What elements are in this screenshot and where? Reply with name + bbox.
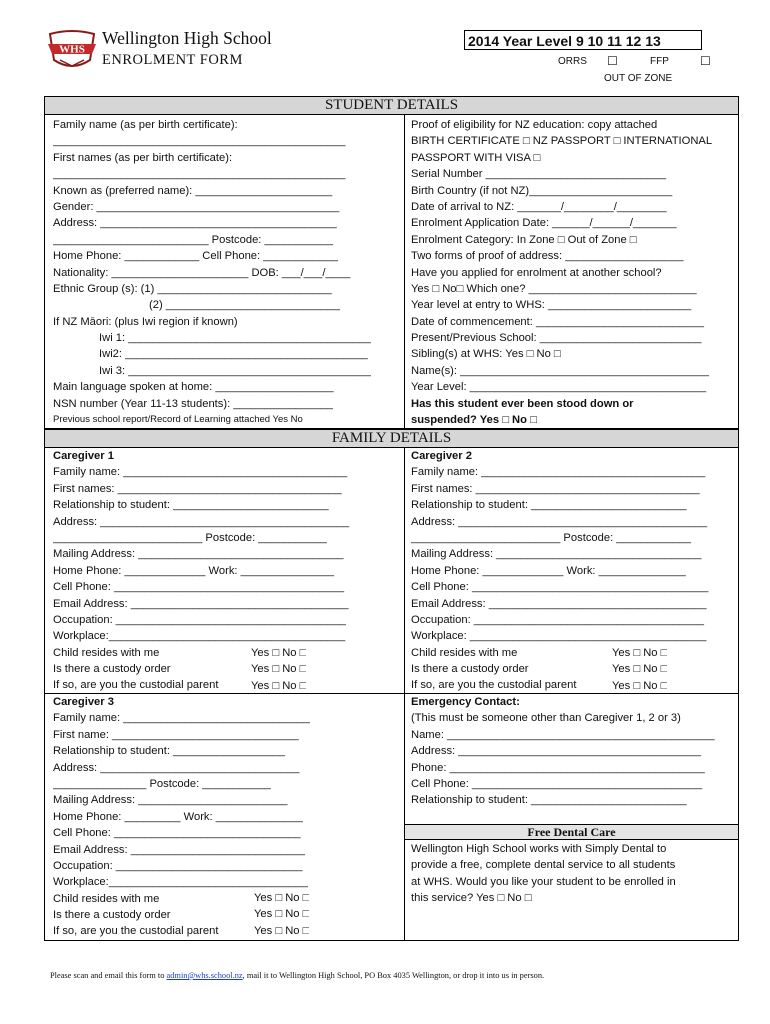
caregiver-3-block bbox=[53, 694, 401, 940]
caregiver-1-yes-no-2[interactable]: Yes □ No □ bbox=[251, 663, 307, 676]
student-field-9[interactable]: Two forms of proof of address: ___________________ bbox=[411, 250, 684, 263]
caregiver-2-yes-no[interactable] bbox=[612, 645, 667, 694]
caregiver-3-field-7[interactable]: Mailing Address: ________________________ bbox=[53, 794, 288, 807]
footer-instructions bbox=[50, 971, 544, 980]
caregiver-1-field-6[interactable]: ________________________ Postcode: ___________ bbox=[53, 531, 327, 544]
school-name: Wellington High School bbox=[102, 28, 272, 48]
student-field-4[interactable]: _______________________________________________ bbox=[53, 168, 346, 181]
student-field-14[interactable]: Present/Previous School: __________________________ bbox=[411, 332, 702, 345]
caregiver-3-field-8[interactable]: Home Phone: _________ Work: ______________ bbox=[53, 810, 303, 823]
caregiver-2-field-8[interactable]: Home Phone: _____________ Work: ______________ bbox=[411, 564, 686, 577]
dental-care-line-3: at WHS. Would you like your student to be enrolled in bbox=[411, 875, 676, 888]
student-field-7[interactable]: Enrolment Application Date: ______/______/_______ bbox=[411, 217, 677, 230]
dental-care-line-4: this service? Yes □ No □ bbox=[411, 892, 532, 905]
student-field-8[interactable]: Enrolment Category: In Zone □ Out of Zone □ bbox=[411, 233, 637, 246]
caregiver-2-block bbox=[411, 448, 737, 694]
caregiver-2-field-9[interactable]: Cell Phone: ______________________________________ bbox=[411, 581, 709, 594]
student-field-19[interactable]: suspended? Yes □ No □ bbox=[411, 414, 537, 427]
student-field-3[interactable]: First names (as per birth certificate): bbox=[53, 151, 233, 164]
student-field-15[interactable]: Iwi2: _______________________________________ bbox=[99, 348, 368, 361]
emergency-contact-field-3[interactable]: Name: ___________________________________________ bbox=[411, 728, 715, 741]
student-field-10[interactable]: Have you applied for enrolment at another school? bbox=[411, 266, 662, 279]
dental-care-line-2: provide a free, complete dental service to all students bbox=[411, 859, 676, 872]
caregiver-1-yes-no-1[interactable]: Yes □ No □ bbox=[251, 647, 307, 659]
caregiver-3-field-3[interactable]: First name: ______________________________ bbox=[53, 728, 299, 741]
caregiver-3-field-12[interactable]: Workplace:________________________________ bbox=[53, 876, 308, 889]
caregiver-2-yes-no-1[interactable]: Yes □ No □ bbox=[612, 647, 668, 659]
caregiver-1-field-7[interactable]: Mailing Address: _________________________________ bbox=[53, 548, 344, 561]
caregiver-1-field-14[interactable]: Is there a custody order bbox=[53, 663, 171, 676]
caregiver-2-field-2[interactable]: Family name: ____________________________________ bbox=[411, 466, 706, 479]
emergency-contact-field-5[interactable]: Phone: _________________________________________ bbox=[411, 761, 705, 774]
ffp-checkbox[interactable]: ☐ bbox=[700, 54, 711, 68]
caregiver-1-field-10[interactable]: Email Address: ___________________________________ bbox=[53, 597, 349, 610]
student-details-heading: STUDENT DETAILS bbox=[44, 96, 739, 115]
student-field-3[interactable]: PASSPORT WITH VISA □ bbox=[411, 151, 541, 164]
student-right-column bbox=[411, 117, 737, 428]
caregiver-3-field-6[interactable]: _______________ Postcode: ___________ bbox=[53, 777, 271, 790]
form-header bbox=[0, 0, 770, 92]
caregiver-2-field-3[interactable]: First names: ____________________________________ bbox=[411, 482, 700, 495]
caregiver-3-yes-no-3[interactable]: Yes □ No □ bbox=[254, 924, 310, 937]
caregiver-1-yes-no[interactable] bbox=[251, 645, 306, 694]
caregiver-3-field-15[interactable]: If so, are you the custodial parent bbox=[53, 925, 219, 938]
student-field-12[interactable]: (2) ____________________________ bbox=[149, 299, 340, 312]
ffp-label: FFP bbox=[650, 56, 669, 67]
logo-lettering: WHS bbox=[59, 43, 85, 56]
caregiver-3-field-13[interactable]: Child resides with me bbox=[53, 892, 160, 905]
emergency-contact-field-1[interactable]: Emergency Contact: bbox=[411, 696, 520, 708]
student-field-15[interactable]: Sibling(s) at WHS: Yes □ No □ bbox=[411, 348, 561, 361]
year-level-selector[interactable]: 2014 Year Level 9 10 11 12 13 bbox=[464, 30, 702, 50]
caregiver-1-field-3[interactable]: First names: ____________________________________ bbox=[53, 482, 342, 495]
student-field-19[interactable]: Previous school report/Record of Learning attached Yes No bbox=[53, 414, 303, 426]
student-field-6[interactable]: Date of arrival to NZ: _______/________/________ bbox=[411, 200, 667, 213]
caregiver-2-field-11[interactable]: Occupation: _____________________________________ bbox=[411, 613, 705, 626]
caregiver-1-field-15[interactable]: If so, are you the custodial parent bbox=[53, 679, 219, 692]
student-field-1[interactable]: Proof of eligibility for NZ education: copy attached bbox=[411, 119, 658, 131]
caregiver-2-yes-no-2[interactable]: Yes □ No □ bbox=[612, 663, 668, 676]
dental-care-line-1: Wellington High School works with Simply Dental to bbox=[411, 843, 667, 855]
out-of-zone-label: OUT OF ZONE bbox=[604, 73, 673, 84]
caregiver-3-yes-no-2[interactable]: Yes □ No □ bbox=[254, 908, 310, 921]
caregiver-2-field-15[interactable]: If so, are you the custodial parent bbox=[411, 679, 577, 692]
student-field-4[interactable]: Serial Number _____________________________ bbox=[411, 168, 667, 181]
caregiver-2-yes-no-3[interactable]: Yes □ No □ bbox=[612, 679, 668, 692]
caregiver-3-field-1[interactable]: Caregiver 3 bbox=[53, 696, 114, 708]
caregiver-2-field-4[interactable]: Relationship to student: _________________________ bbox=[411, 499, 687, 512]
caregiver-1-field-12[interactable]: Workplace:______________________________________ bbox=[53, 630, 346, 643]
caregiver-3-yes-no[interactable] bbox=[254, 890, 309, 939]
caregiver-1-field-13[interactable]: Child resides with me bbox=[53, 646, 160, 659]
caregiver-1-field-2[interactable]: Family name: ____________________________________ bbox=[53, 466, 348, 479]
free-dental-care-heading: Free Dental Care bbox=[405, 824, 738, 840]
student-field-16[interactable]: Iwi 3: _______________________________________ bbox=[99, 364, 371, 377]
caregiver-2-field-5[interactable]: Address: ________________________________________ bbox=[411, 515, 708, 528]
school-crest-logo bbox=[46, 30, 98, 72]
caregiver-2-field-7[interactable]: Mailing Address: _________________________________ bbox=[411, 548, 702, 561]
caregiver-3-field-10[interactable]: Email Address: ____________________________ bbox=[53, 843, 305, 856]
student-field-5[interactable]: Known as (preferred name): ______________________ bbox=[53, 184, 333, 197]
emergency-contact-field-4[interactable]: Address: _______________________________________ bbox=[411, 745, 701, 758]
student-field-10[interactable]: Nationality: ______________________ DOB: ___/___/____ bbox=[53, 266, 351, 279]
student-field-2[interactable]: BIRTH CERTIFICATE □ NZ PASSPORT □ INTERNATIONAL bbox=[411, 135, 713, 148]
caregiver-1-field-11[interactable]: Occupation: _____________________________________ bbox=[53, 613, 347, 626]
caregiver-3-field-14[interactable]: Is there a custody order bbox=[53, 909, 171, 922]
form-title: ENROLMENT FORM bbox=[102, 52, 243, 68]
caregiver-2-field-13[interactable]: Child resides with me bbox=[411, 646, 518, 659]
student-field-17[interactable]: Year Level: ______________________________________ bbox=[411, 381, 707, 394]
orrs-checkbox[interactable]: ☐ bbox=[607, 54, 618, 68]
footer-prefix: Please scan and email this form to bbox=[50, 971, 167, 980]
caregiver-2-field-10[interactable]: Email Address: ___________________________________ bbox=[411, 597, 707, 610]
emergency-contact-field-6[interactable]: Cell Phone: _____________________________________ bbox=[411, 777, 703, 790]
caregiver-2-field-14[interactable]: Is there a custody order bbox=[411, 663, 529, 676]
student-field-2[interactable]: _______________________________________________ bbox=[53, 135, 346, 148]
caregiver-1-field-4[interactable]: Relationship to student: _________________________ bbox=[53, 499, 329, 512]
caregiver-1-block bbox=[53, 448, 401, 694]
student-field-11[interactable]: Ethnic Group (s): (1) ____________________________ bbox=[53, 282, 332, 295]
student-field-14[interactable]: Iwi 1: _______________________________________ bbox=[99, 332, 371, 345]
family-column-divider bbox=[404, 448, 405, 940]
student-field-1[interactable]: Family name (as per birth certificate): bbox=[53, 119, 238, 131]
student-field-5[interactable]: Birth Country (if not NZ)_______________________ bbox=[411, 184, 673, 197]
admin-email-link[interactable]: admin@whs.school.nz bbox=[166, 971, 243, 980]
free-dental-care-block bbox=[411, 841, 737, 907]
caregiver-1-field-5[interactable]: Address: ________________________________________ bbox=[53, 515, 350, 528]
student-field-11[interactable]: Yes □ No□ Which one? ___________________________ bbox=[411, 282, 697, 295]
caregiver-2-field-1[interactable]: Caregiver 2 bbox=[411, 450, 472, 462]
caregiver-1-yes-no-3[interactable]: Yes □ No □ bbox=[251, 679, 307, 692]
student-column-divider bbox=[404, 115, 405, 428]
student-field-17[interactable]: Main language spoken at home: ___________________ bbox=[53, 381, 334, 394]
student-left-column bbox=[53, 117, 401, 428]
student-field-7[interactable]: Address: ______________________________________ bbox=[53, 217, 337, 230]
student-field-12[interactable]: Year level at entry to WHS: _______________________ bbox=[411, 299, 692, 312]
caregiver-2-field-6[interactable]: ________________________ Postcode: ____________ bbox=[411, 531, 691, 544]
emergency-contact-field-7[interactable]: Relationship to student: _________________________ bbox=[411, 794, 687, 807]
student-field-9[interactable]: Home Phone: ____________ Cell Phone: ____________ bbox=[53, 250, 338, 263]
caregiver-3-field-4[interactable]: Relationship to student: __________________ bbox=[53, 745, 286, 758]
family-details-heading: FAMILY DETAILS bbox=[44, 429, 739, 448]
student-field-13[interactable]: If NZ Māori: (plus Iwi region if known) bbox=[53, 315, 238, 328]
emergency-contact-block bbox=[411, 694, 737, 809]
footer-suffix: , mail it to Wellington High School, PO Box 4035 Wellington, or drop it into us in person. bbox=[242, 971, 545, 980]
caregiver-3-field-5[interactable]: Address: ________________________________ bbox=[53, 761, 300, 774]
caregiver-1-field-1[interactable]: Caregiver 1 bbox=[53, 450, 114, 462]
student-field-13[interactable]: Date of commencement: ___________________________ bbox=[411, 315, 704, 328]
student-field-16[interactable]: Name(s): ________________________________________ bbox=[411, 364, 709, 377]
student-field-6[interactable]: Gender: _______________________________________ bbox=[53, 200, 340, 213]
caregiver-3-field-11[interactable]: Occupation: ______________________________ bbox=[53, 859, 303, 872]
caregiver-1-field-9[interactable]: Cell Phone: _____________________________________ bbox=[53, 581, 345, 594]
emergency-contact-field-2[interactable]: (This must be someone other than Caregiver 1, 2 or 3) bbox=[411, 712, 681, 725]
caregiver-3-field-9[interactable]: Cell Phone: ______________________________ bbox=[53, 827, 301, 840]
caregiver-1-field-8[interactable]: Home Phone: _____________ Work: _______________ bbox=[53, 564, 334, 577]
caregiver-3-yes-no-1[interactable]: Yes □ No □ bbox=[254, 892, 310, 904]
caregiver-2-field-12[interactable]: Workplace: ______________________________________ bbox=[411, 630, 707, 643]
caregiver-3-field-2[interactable]: Family name: ______________________________ bbox=[53, 712, 310, 725]
orrs-label: ORRS bbox=[558, 56, 587, 67]
student-field-18[interactable]: NSN number (Year 11-13 students): ________________ bbox=[53, 397, 333, 410]
student-field-18[interactable]: Has this student ever been stood down or bbox=[411, 397, 634, 410]
student-field-8[interactable]: _________________________ Postcode: ___________ bbox=[53, 233, 333, 246]
